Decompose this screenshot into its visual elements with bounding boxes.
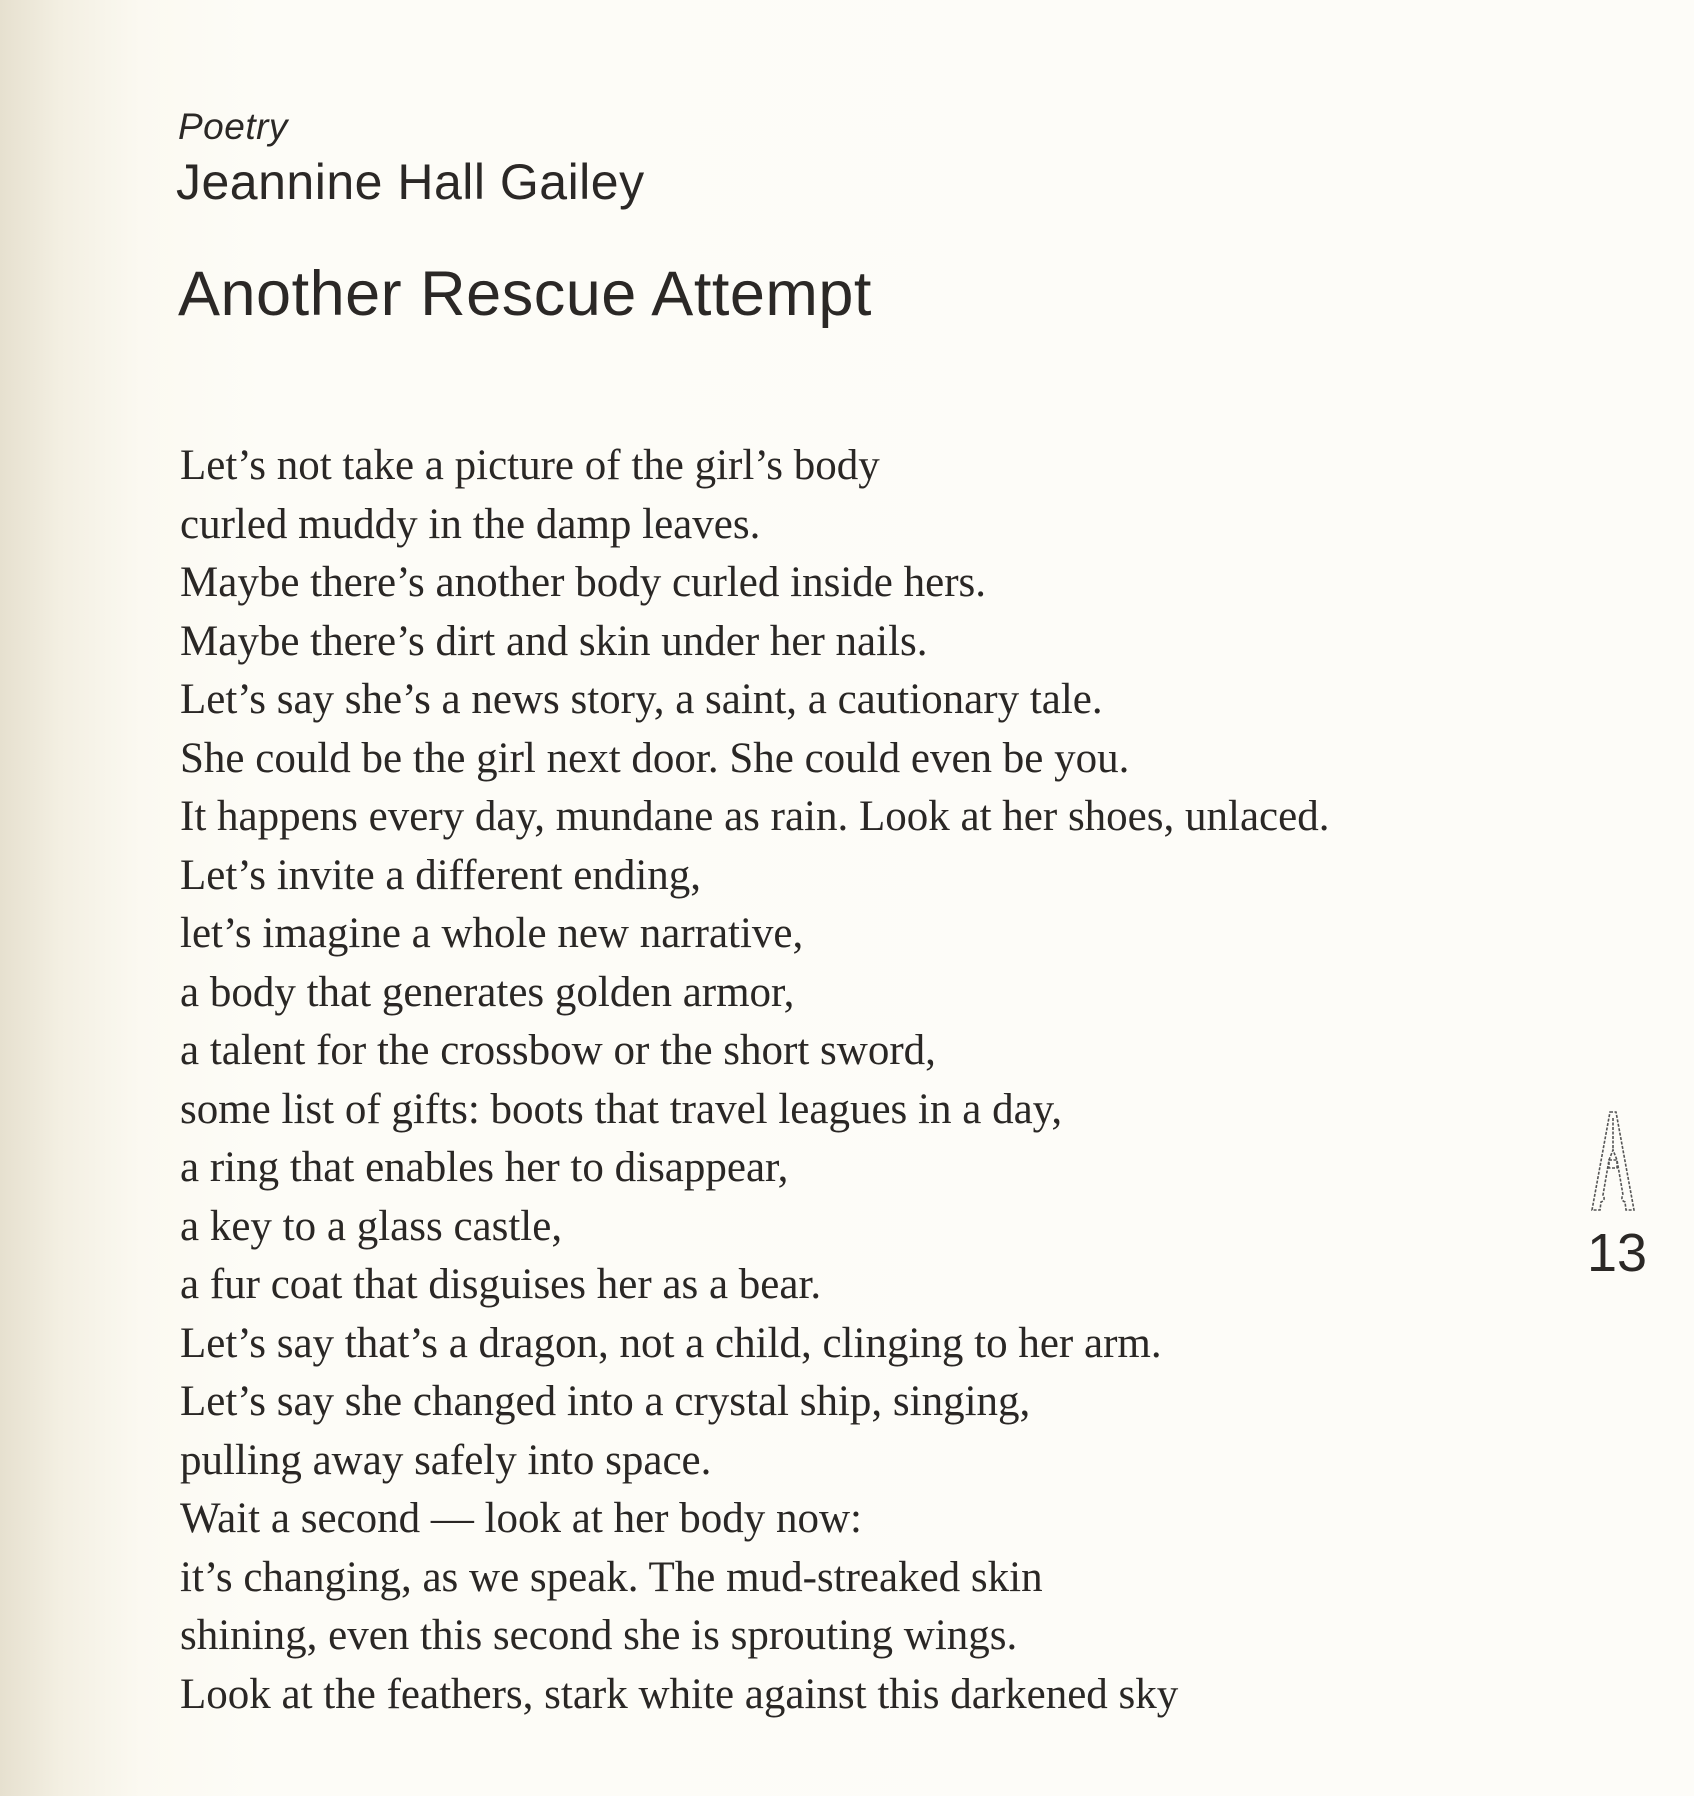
poem-line: She could be the girl next door. She could even be you. xyxy=(180,734,1130,782)
poem-line: a fur coat that disguises her as a bear. xyxy=(180,1261,822,1308)
section-label: Poetry xyxy=(178,106,288,147)
poem-line: Wait a second — look at her body now: xyxy=(180,1495,862,1542)
poem-line: it’s changing, as we speak. The mud-streaked skin xyxy=(180,1553,1043,1601)
poem-line: curled muddy in the damp leaves. xyxy=(180,500,761,548)
poem-line: pulling away safely into space. xyxy=(180,1436,712,1484)
poem-line: Maybe there’s another body curled inside hers. xyxy=(180,559,986,606)
poem-line: Look at the feathers, stark white against this darkened sky xyxy=(180,1670,1179,1718)
poem-line: a talent for the crossbow or the short sword, xyxy=(180,1027,936,1074)
poem-line: Let’s invite a different ending, xyxy=(180,851,702,899)
poem-line: It happens every day, mundane as rain. Look at her shoes, unlaced. xyxy=(180,793,1330,840)
poem-line: Maybe there’s dirt and skin under her nails. xyxy=(180,617,928,665)
poem-line: a ring that enables her to disappear, xyxy=(180,1144,789,1191)
page-number: 13 xyxy=(1587,1223,1648,1283)
poem-line: a body that generates golden armor, xyxy=(180,968,795,1016)
clothespin-icon xyxy=(1590,1110,1636,1220)
poem-line: Let’s not take a picture of the girl’s body xyxy=(180,442,880,489)
poem-line: Let’s say she’s a news story, a saint, a cautionary tale. xyxy=(180,676,1103,723)
author-name: Jeannine Hall Gailey xyxy=(176,154,645,210)
poem-line: a key to a glass castle, xyxy=(180,1202,563,1250)
poem-line: let’s imagine a whole new narrative, xyxy=(180,910,804,957)
poem-line: shining, even this second she is sprouting wings. xyxy=(180,1612,1018,1659)
poem-body xyxy=(180,437,1560,1724)
poem-line: Let’s say she changed into a crystal ship, singing, xyxy=(180,1378,1031,1425)
poem-title: Another Rescue Attempt xyxy=(178,259,872,329)
poem-line: Let’s say that’s a dragon, not a child, clinging to her arm. xyxy=(180,1319,1162,1367)
poem-line: some list of gifts: boots that travel leagues in a day, xyxy=(180,1085,1063,1133)
